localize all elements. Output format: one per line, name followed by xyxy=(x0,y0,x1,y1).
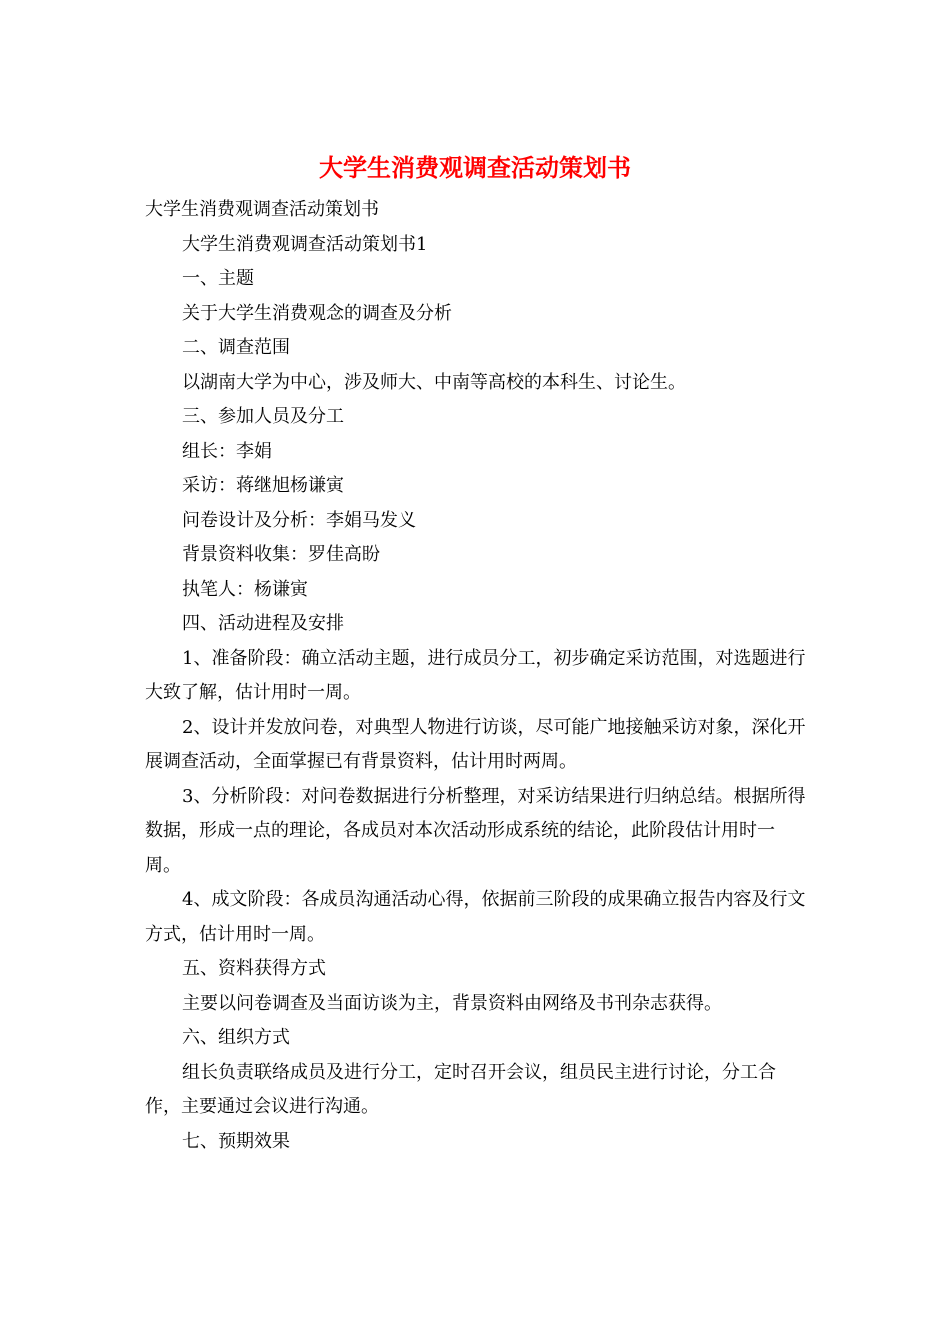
paragraph: 背景资料收集：罗佳高盼 xyxy=(182,544,380,565)
paragraph: 问卷设计及分析：李娟马发义 xyxy=(182,509,416,531)
paragraph: 执笔人：杨谦寅 xyxy=(182,578,308,600)
paragraph: 2、设计并发放问卷，对典型人物进行访谈，尽可能广地接触采访对象，深化开展调查活动，全面掌握已有背景资料，估计用时两周。 xyxy=(145,716,806,772)
section-heading: 六、组织方式 xyxy=(182,1027,290,1048)
paragraph: 主要以问卷调查及当面访谈为主，背景资料由网络及书刊杂志获得。 xyxy=(182,992,722,1014)
section-heading: 四、活动进程及安排 xyxy=(182,613,344,634)
document-body xyxy=(145,193,810,1159)
section-heading: 三、参加人员及分工 xyxy=(182,406,344,427)
section-heading: 七、预期效果 xyxy=(182,1130,290,1152)
paragraph: 采访：蒋继旭杨谦寅 xyxy=(182,475,344,496)
paragraph: 大学生消费观调查活动策划书 xyxy=(145,199,379,220)
section-heading: 五、资料获得方式 xyxy=(182,958,326,979)
paragraph: 关于大学生消费观念的调查及分析 xyxy=(182,302,452,324)
paragraph: 组长：李娟 xyxy=(182,440,272,462)
paragraph: 以湖南大学为中心，涉及师大、中南等高校的本科生、讨论生。 xyxy=(182,371,686,393)
section-heading: 一、主题 xyxy=(182,268,254,289)
document-title: 大学生消费观调查活动策划书 xyxy=(319,153,631,182)
paragraph: 3、分析阶段：对问卷数据进行分析整理，对采访结果进行归纳总结。根据所得数据，形成一点的理论，各成员对本次活动形成系统的结论，此阶段估计用时一周。 xyxy=(145,785,806,876)
section-heading: 二、调查范围 xyxy=(182,337,290,358)
paragraph: 大学生消费观调查活动策划书1 xyxy=(182,233,428,255)
paragraph: 4、成文阶段：各成员沟通活动心得，依据前三阶段的成果确立报告内容及行文方式，估计用时一周。 xyxy=(145,889,806,945)
paragraph: 1、准备阶段：确立活动主题，进行成员分工，初步确定采访范围，对选题进行大致了解，估计用时一周。 xyxy=(145,647,806,703)
paragraph: 组长负责联络成员及进行分工，定时召开会议，组员民主进行讨论，分工合作，主要通过会议进行沟通。 xyxy=(145,1061,776,1117)
